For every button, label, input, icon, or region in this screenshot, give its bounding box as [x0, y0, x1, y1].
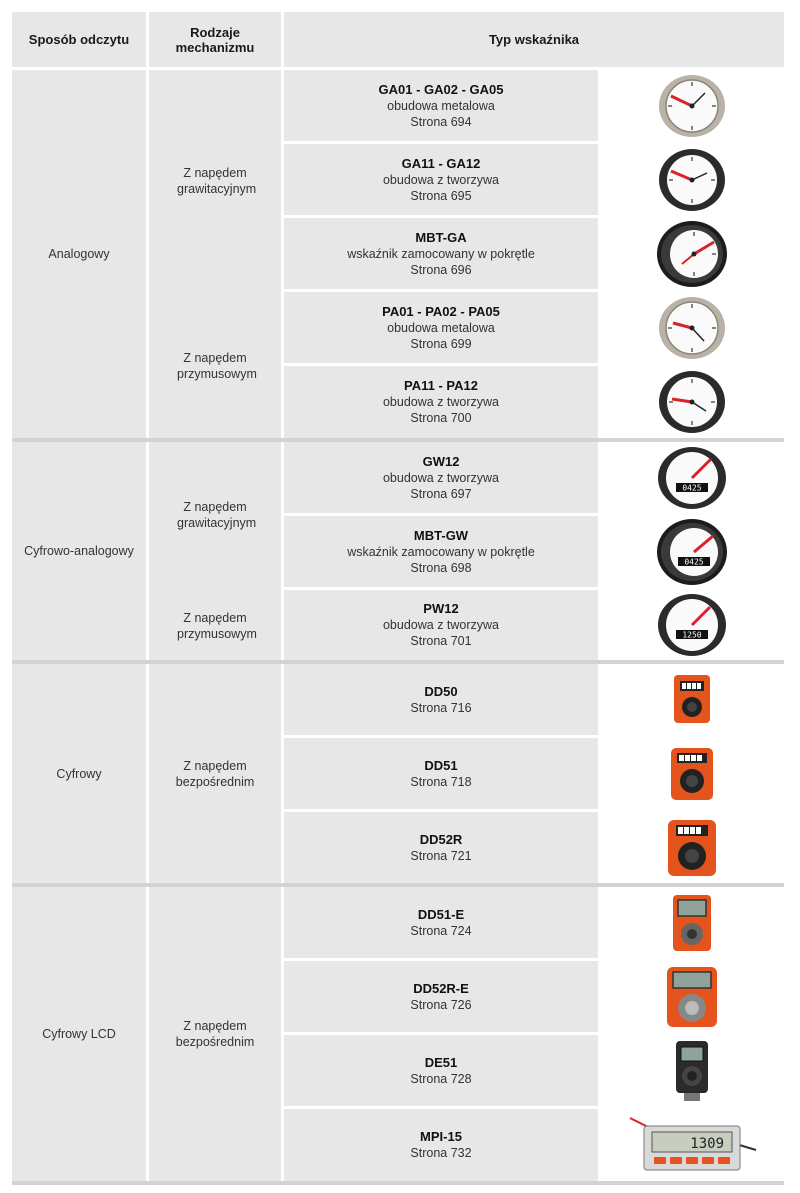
product-code: PA01 - PA02 - PA05	[382, 303, 500, 319]
mechanism-direct: Z napędem bezpośrednim	[149, 887, 281, 1181]
product-row-dd51-e	[284, 887, 598, 958]
product-code: DD51	[424, 757, 458, 773]
table-bottom-border	[12, 1181, 784, 1185]
product-code: MPI-15	[420, 1129, 462, 1144]
mechanism-column-analog	[149, 70, 281, 438]
product-desc: wskaźnik zamocowany w pokrętle	[347, 246, 535, 261]
product-row-mpi-15	[284, 1109, 598, 1181]
product-page: Strona 716	[410, 700, 472, 715]
product-code: DD52R	[419, 831, 463, 847]
product-row-mbt-gw	[284, 516, 598, 587]
product-code: MBT-GA	[415, 229, 467, 245]
product-code: DD51-E	[417, 906, 465, 922]
product-row-dd50	[284, 664, 598, 735]
digital-counter-orange-icon	[600, 812, 784, 883]
product-desc: obudowa z tworzywa	[382, 618, 500, 632]
mechanism-gravity: Z napędem grawitacyjnym	[177, 500, 257, 530]
analog-dial-metal-icon	[600, 70, 784, 141]
digital-analog-dial-icon	[600, 590, 784, 660]
product-row-pa11	[284, 366, 598, 438]
mechanism-gravity: Z napędem grawitacyjnym	[177, 166, 257, 196]
lcd-text: 1309	[690, 1136, 724, 1152]
product-page: Strona 698	[410, 560, 472, 575]
product-row-dd52r-e	[284, 961, 598, 1032]
mechanism-forced: Z napędem przymusowym	[177, 611, 257, 641]
product-row-gw12	[284, 442, 598, 513]
mechanism-direct: Z napędem bezpośrednim	[149, 664, 281, 883]
product-row-pa01	[284, 292, 598, 363]
reading-method-analog: Analogowy	[12, 70, 146, 438]
analog-dial-plastic-icon	[600, 366, 784, 438]
product-code: GW12	[422, 453, 460, 469]
lcd-panel-display-icon	[600, 1109, 784, 1181]
product-page: Strona 700	[410, 411, 472, 425]
product-row-pw12	[284, 590, 598, 660]
product-page: Strona 726	[410, 997, 472, 1012]
product-code: PW12	[423, 601, 459, 616]
header-reading-method: Sposób odczytu	[12, 12, 146, 67]
product-page: Strona 695	[410, 188, 472, 203]
product-code: MBT-GW	[413, 527, 469, 543]
product-page: Strona 718	[410, 774, 472, 789]
lcd-indicator-orange-icon	[600, 961, 784, 1032]
product-code: GA11 - GA12	[401, 155, 481, 171]
product-code: DD50	[424, 683, 458, 699]
product-code: DE51	[424, 1054, 458, 1070]
header-indicator-type: Typ wskaźnika	[284, 12, 784, 67]
product-page: Strona 728	[410, 1071, 472, 1086]
counter-text: 0425	[684, 557, 704, 566]
reading-method-digital-analog: Cyfrowo-analogowy	[12, 442, 146, 660]
product-row-dd52r	[284, 812, 598, 883]
product-row-mbt-ga	[284, 218, 598, 289]
digital-counter-orange-icon	[600, 664, 784, 735]
analog-dial-knob-icon	[600, 218, 784, 289]
product-page: Strona 697	[410, 486, 472, 501]
product-desc: obudowa z tworzywa	[382, 172, 500, 187]
product-row-ga01	[284, 70, 598, 141]
header-mechanism-type: Rodzaje mechanizmu	[149, 12, 281, 67]
product-desc: obudowa z tworzywa	[382, 395, 500, 409]
product-page: Strona 699	[410, 336, 472, 351]
digital-analog-dial-icon	[600, 442, 784, 513]
mechanism-forced: Z napędem przymusowym	[177, 351, 257, 381]
product-code: GA01 - GA02 - GA05	[378, 81, 504, 97]
lcd-indicator-orange-icon	[600, 887, 784, 958]
product-page: Strona 694	[410, 114, 472, 129]
product-desc: obudowa metalowa	[387, 98, 495, 113]
product-row-de51	[284, 1035, 598, 1106]
counter-text: 1250	[682, 630, 702, 640]
product-code: DD52R-E	[413, 980, 469, 996]
product-row-dd51	[284, 738, 598, 809]
product-code: PA11 - PA12	[404, 378, 478, 393]
product-page: Strona 701	[410, 634, 472, 648]
product-page: Strona 721	[410, 848, 472, 863]
lcd-indicator-black-icon	[600, 1035, 784, 1106]
digital-counter-orange-icon	[600, 738, 784, 809]
product-page: Strona 724	[410, 923, 472, 938]
product-desc: wskaźnik zamocowany w pokrętle	[347, 544, 535, 559]
product-page: Strona 732	[410, 1146, 472, 1160]
counter-text: 0425	[682, 483, 702, 492]
reading-method-digital-lcd: Cyfrowy LCD	[12, 887, 146, 1181]
product-page: Strona 696	[410, 262, 472, 277]
product-desc: obudowa metalowa	[387, 320, 495, 335]
reading-method-digital: Cyfrowy	[12, 664, 146, 883]
digital-analog-knob-icon	[600, 516, 784, 587]
product-desc: obudowa z tworzywa	[382, 470, 500, 485]
analog-dial-plastic-icon	[600, 144, 784, 215]
analog-dial-metal-icon	[600, 292, 784, 363]
product-row-ga11	[284, 144, 598, 215]
